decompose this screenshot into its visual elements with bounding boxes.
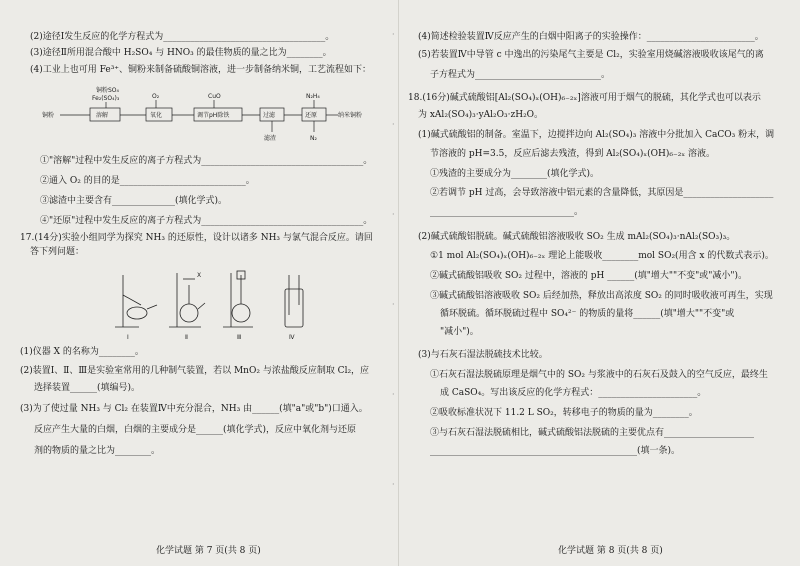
apparatus-x-label: X (197, 272, 202, 279)
apparatus-diagram (105, 265, 315, 341)
apparatus-label-2: Ⅱ (185, 334, 188, 341)
q18-1-2-cont: ________________________________。 (430, 207, 584, 217)
q18-3: (3)与石灰石湿法脱硫技术比较。 (418, 350, 548, 360)
q17-2: (2)装置Ⅰ、Ⅱ、Ⅲ是实验室常用的几种制气装置，若以 MnO₂ 与浓盐酸反应制取 Cl₂，应 (20, 366, 370, 376)
q18-stem-cont: 为 xAl₂(SO₄)₃·yAl₂O₃·zH₂O。 (418, 110, 544, 120)
flow-input: 铜粉 (42, 112, 55, 119)
q17-3-cont2: 剂的物质的量之比为________。 (34, 446, 161, 456)
q18-2-2: ②碱式硫酸铝吸收 SO₂ 过程中，溶液的 pH ______(填"增大""不变"或"减小")。 (430, 271, 748, 281)
flow-step5-label: 还原 (305, 112, 318, 119)
flow-output: 纳米铜粉 (338, 112, 363, 119)
q16-4-4: ④"还原"过程中发生反应的离子方程式为____________________________________。 (40, 216, 373, 226)
flow-top1: 铜粉SO₄ (96, 87, 119, 94)
q16-part3: (3)途径Ⅱ所用混合酸中 H₂SO₄ 与 HNO₃ 的最佳物质的量之比为________。 (30, 48, 332, 58)
q18-2-3-cont2: "减小")。 (440, 327, 479, 337)
q18-3-3-cont: ______________________________________________(填一条)。 (430, 446, 681, 456)
q17-2-cont: 选择装置______(填编号)。 (34, 383, 141, 393)
margin-mark-3: · (392, 210, 395, 219)
q17-5: (5)若装置Ⅳ中导管 c 中逸出的污染尾气主要是 Cl₂，实验室用烧碱溶液吸收该尾气的离 (418, 50, 764, 60)
q16-4-1: ①"溶解"过程中发生反应的离子方程式为____________________________________。 (40, 156, 373, 166)
apparatus-label-1: Ⅰ (127, 334, 129, 341)
q17-3-cont: 反应产生大量的白烟，白烟的主要成分是______(填化学式)，反应中氧化剂与还原 (34, 425, 357, 435)
process-flow-diagram (40, 84, 370, 148)
apparatus-label-3: Ⅲ (237, 334, 242, 341)
q17-4: (4)简述检验装置Ⅳ反应产生的白烟中阳离子的实验操作：________________________。 (418, 32, 764, 42)
q18-stem: 18.(16分)碱式硫酸铝[Al₂(SO₄)ₓ(OH)₆₋₂ₓ]溶液可用于烟气的脱硫，其化学式也可以表示 (408, 93, 761, 103)
q18-1-2: ②若调节 pH 过高，会导致溶液中铝元素的含量降低，其原因是____________________ (430, 188, 774, 198)
margin-mark-4: · (392, 300, 395, 309)
flow-n2: N₂ (310, 135, 317, 142)
q18-2-3: ③碱式硫酸铝溶液吸收 SO₂ 后经加热，释放出高浓度 SO₂ 的同时吸收液可再生，实现 (430, 291, 773, 301)
q18-3-2: ②吸收标准状况下 11.2 L SO₂，转移电子的物质的量为________。 (430, 408, 698, 418)
flow-o2: O₂ (152, 93, 160, 100)
margin-mark-6: · (392, 480, 395, 489)
right-page (400, 0, 800, 566)
flow-step4-label: 过滤 (263, 112, 276, 119)
q16-4-2: ②通入 O₂ 的目的是____________________________。 (40, 176, 255, 186)
q18-2: (2)碱式硫酸铝脱硫。碱式硫酸铝溶液吸收 SO₂ 生成 mAl₂(SO₄)₃·nAl₂(SO₃)₃。 (418, 232, 736, 242)
q17-1: (1)仪器 X 的名称为________。 (20, 347, 144, 357)
apparatus-label-4: Ⅳ (289, 334, 295, 341)
q16-part4: (4)工业上也可用 Fe³⁺、铜粉来制备硫酸铜溶液，进一步制备纳米铜，工艺流程如下： (30, 65, 372, 75)
q18-3-3: ③与石灰石湿法脱硫相比，碱式硫酸铝法脱硫的主要优点有____________________ (430, 428, 755, 438)
q18-1-cont: 节溶液的 pH=3.5，反应后滤去残渣，得到 Al₂(SO₄)ₓ(OH)₆₋₂ₓ 溶液。 (430, 149, 716, 159)
flow-top1b: Fe₂(SO₄)₃ (92, 95, 120, 102)
q17-5-cont: 子方程式为____________________________。 (430, 70, 611, 80)
q18-3-1: ①石灰石湿法脱硫原理是烟气中的 SO₂ 与浆液中的石灰石及鼓入的空气反应，最终生 (430, 370, 768, 380)
q18-2-1: ①1 mol Al₂(SO₄)ₓ(OH)₆₋₂ₓ 理论上能吸收________mol SO₂(用含 x 的代数式表示)。 (430, 251, 774, 261)
q18-2-3-cont: 循环脱硫。循环脱硫过程中 SO₄²⁻ 的物质的量将______(填"增大""不变"或 (440, 309, 735, 319)
q16-4-3: ③滤渣中主要含有______________(填化学式)。 (40, 196, 228, 206)
margin-mark-5: · (392, 390, 395, 399)
flow-n2h4: N₂H₄ (306, 93, 320, 100)
q18-1-1: ①残渣的主要成分为________(填化学式)。 (430, 169, 600, 179)
flow-step1-label: 溶解 (96, 112, 109, 119)
q17-stem-cont: 答下列问题： (30, 247, 85, 257)
q18-3-1-cont: 成 CaSO₄。写出该反应的化学方程式：______________________。 (440, 388, 707, 398)
q18-1: (1)碱式硫酸铝的制备。室温下，边搅拌边向 Al₂(SO₄)₃ 溶液中分批加入 CaCO₃ 粉末，调 (418, 130, 775, 140)
margin-mark-2: · (392, 120, 395, 129)
flow-cuo: CuO (208, 93, 221, 100)
q16-part2: (2)途径Ⅰ发生反应的化学方程式为____________________________________。 (30, 32, 335, 42)
flow-step3-label: 调节pH除铁 (197, 112, 230, 119)
q17-stem: 17.(14分)实验小组同学为探究 NH₃ 的还原性，设计以诸多 NH₃ 与氯气混合反应。请回 (20, 233, 373, 243)
flow-filtrate: 滤渣 (264, 135, 277, 142)
right-footer: 化学试题 第 8 页(共 8 页) (558, 546, 663, 556)
margin-mark-1: · (392, 30, 395, 39)
flow-step2-label: 氧化 (150, 112, 163, 119)
left-footer: 化学试题 第 7 页(共 8 页) (156, 546, 261, 556)
q17-3: (3)为了使过量 NH₃ 与 Cl₂ 在装置Ⅳ中充分混合，NH₃ 由______(填"a"或"b")口通入。 (20, 404, 368, 414)
